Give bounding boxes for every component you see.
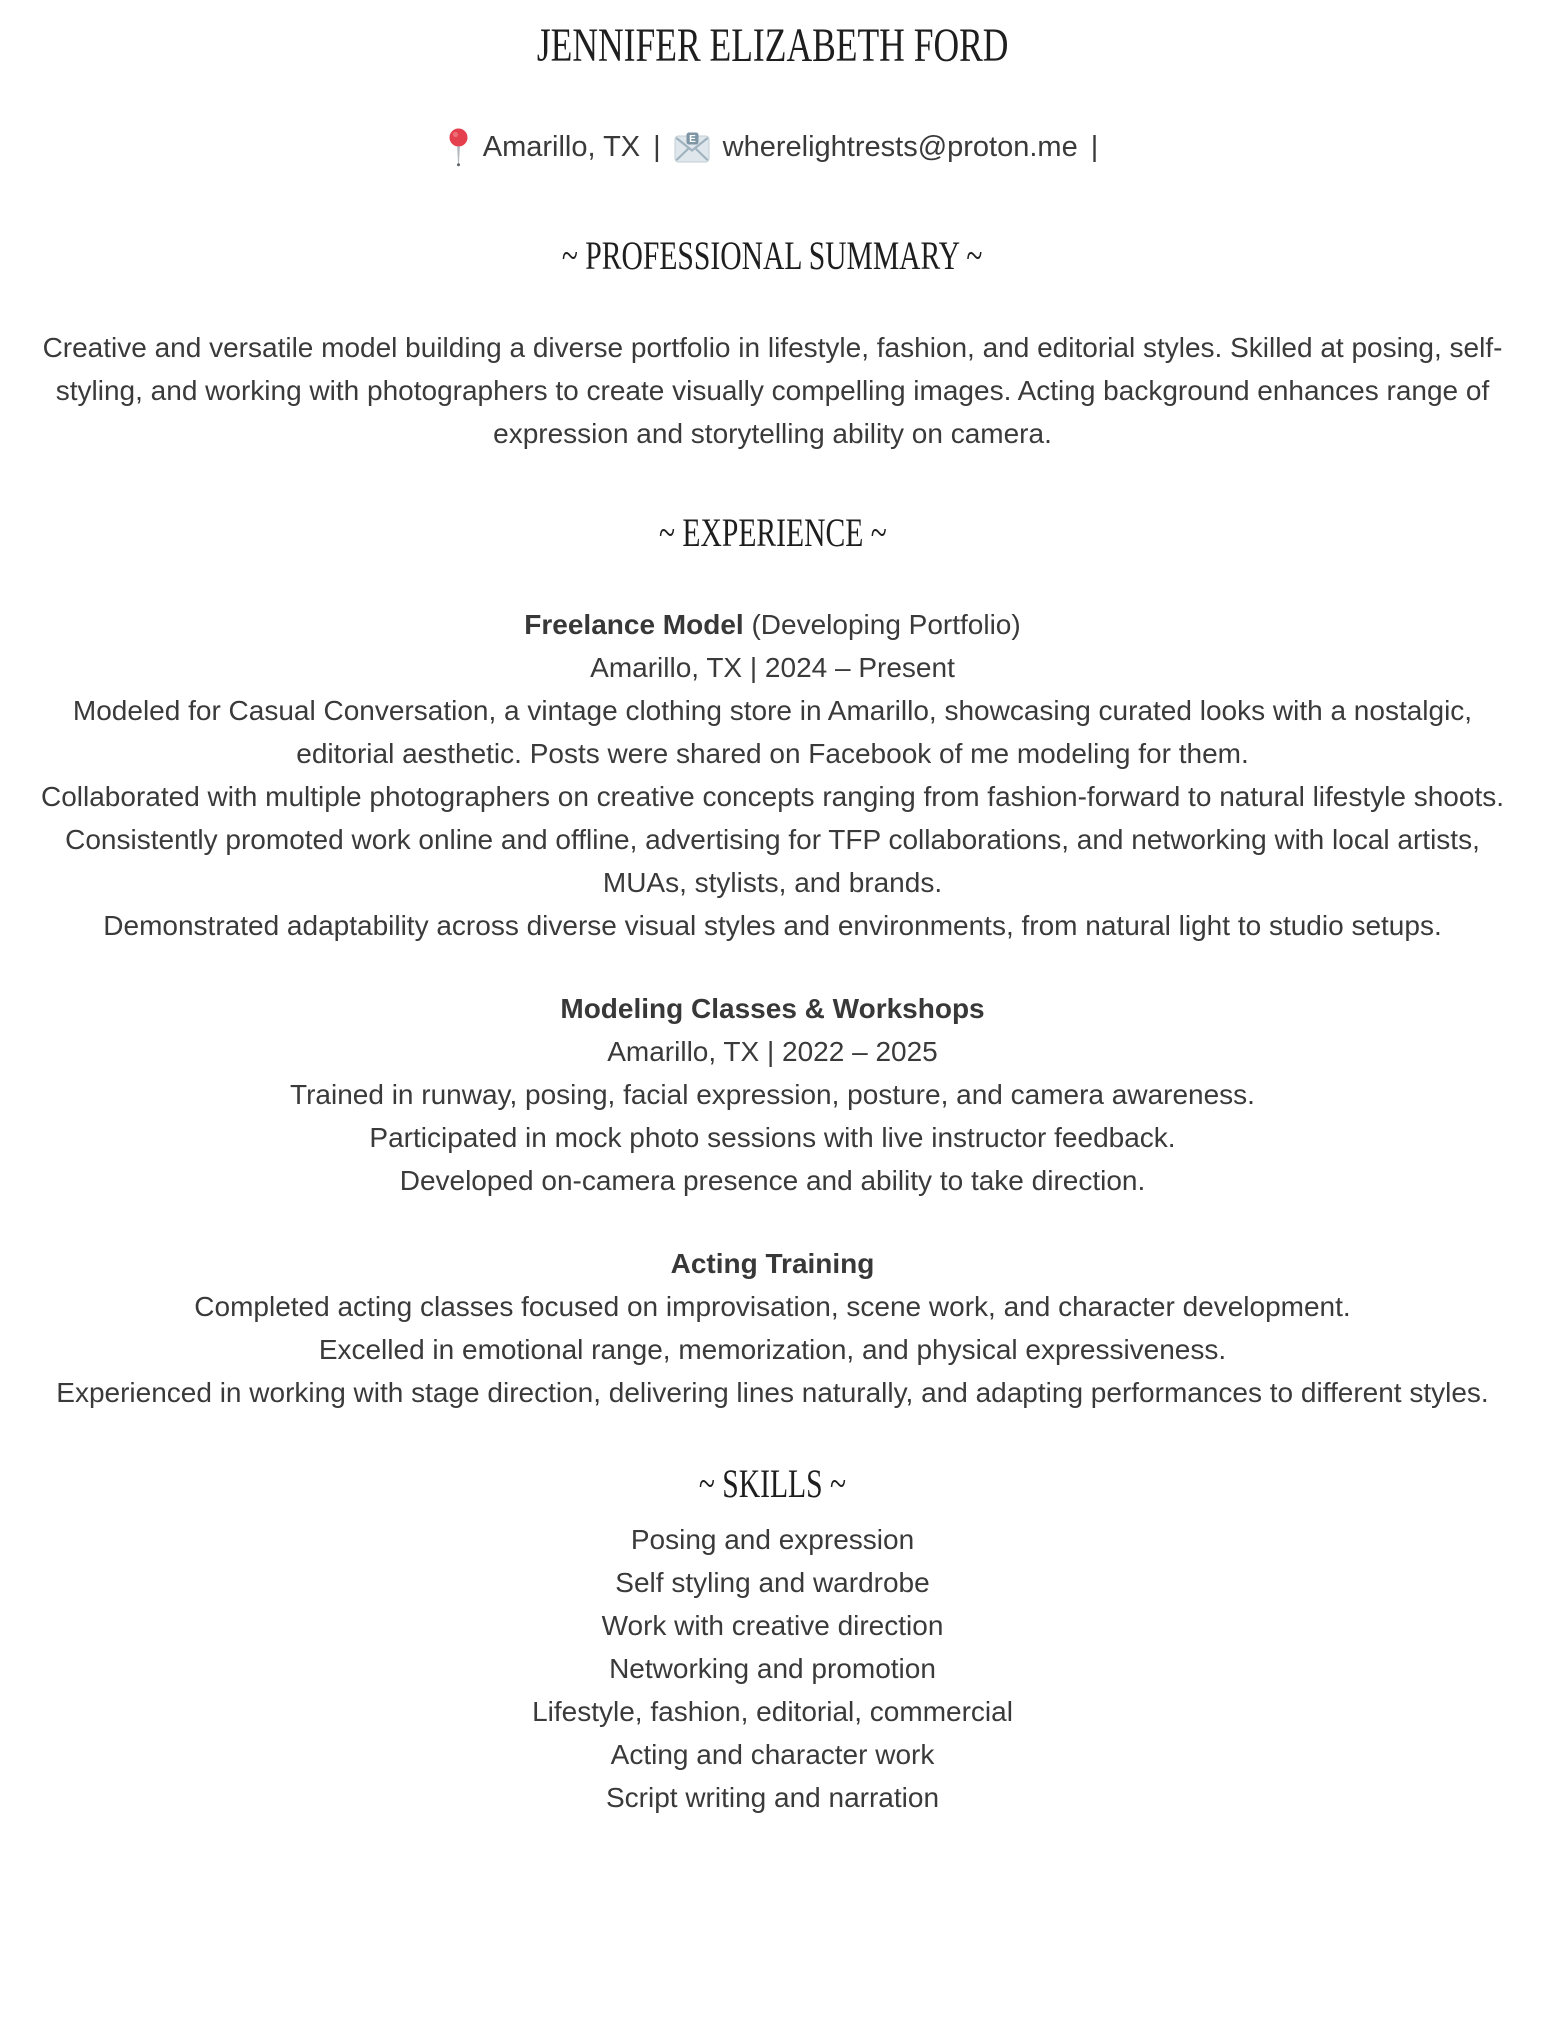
contact-row xyxy=(0,126,1545,169)
skill-item: Script writing and narration xyxy=(605,1782,940,1813)
job-detail: Developed on-camera presence and ability to take direction. xyxy=(399,1165,1146,1196)
job-meta: Amarillo, TX | 2024 – Present xyxy=(590,652,955,683)
job-detail: Trained in runway, posing, facial expression, posture, and camera awareness. xyxy=(290,1079,1255,1110)
job-detail: Participated in mock photo sessions with live instructor feedback. xyxy=(369,1122,1176,1153)
section-heading-professional-summary: ~ PROFESSIONAL SUMMARY ~ xyxy=(562,233,983,278)
job-title xyxy=(0,1242,1545,1285)
experience-entry-modeling-classes xyxy=(0,987,1545,1202)
experience-entry-freelance-model xyxy=(0,603,1545,947)
skill-item: Networking and promotion xyxy=(609,1653,936,1684)
skill-item: Self styling and wardrobe xyxy=(615,1567,930,1598)
skill-item: Posing and expression xyxy=(630,1524,915,1555)
svg-text:E: E xyxy=(688,134,696,145)
resume-document xyxy=(0,19,1545,2022)
job-title-bold: Acting Training xyxy=(670,1248,875,1279)
page-title xyxy=(0,19,1545,72)
job-title xyxy=(0,987,1545,1030)
contact-trailing-separator: | xyxy=(1090,131,1099,163)
skills-list xyxy=(0,1518,1545,1819)
skill-item: Lifestyle, fashion, editorial, commercial xyxy=(532,1696,1013,1727)
job-detail: Experienced in working with stage direction, delivering lines naturally, and adapting performances to different styles. xyxy=(56,1377,1489,1408)
job-title xyxy=(0,603,1545,646)
page-title-text: JENNIFER ELIZABETH FORD xyxy=(536,19,1009,72)
experience-entry-acting-training xyxy=(0,1242,1545,1414)
job-meta: Amarillo, TX | 2022 – 2025 xyxy=(607,1036,938,1067)
job-title-bold: Freelance Model xyxy=(524,609,744,640)
contact-separator: | xyxy=(653,131,661,163)
job-detail: Collaborated with multiple photographers on creative concepts ranging from fashion-forward to natural lifestyle shoots. xyxy=(41,781,1504,812)
contact-email: wherelightrests@proton.me xyxy=(722,131,1078,163)
job-detail: Excelled in emotional range, memorization, and physical expressiveness. xyxy=(318,1334,1227,1365)
job-detail: Modeled for Casual Conversation, a vintage clothing store in Amarillo, showcasing curated looks with a nostalgic, editorial aesthetic. Posts were shared on Facebook of me modeling for them. xyxy=(72,695,1473,769)
professional-summary-text: Creative and versatile model building a diverse portfolio in lifestyle, fashion, and editorial styles. Skilled at posing, self-styling, and working with photographers to create visually compelling images. Acting background enhances range of expression and storytelling ability on camera. xyxy=(42,332,1503,449)
job-detail: Completed acting classes focused on improvisation, scene work, and character development. xyxy=(194,1291,1351,1322)
skill-item: Acting and character work xyxy=(610,1739,935,1770)
job-detail: Demonstrated adaptability across diverse visual styles and environments, from natural light to studio setups. xyxy=(103,910,1442,941)
section-heading-experience: ~ EXPERIENCE ~ xyxy=(658,510,887,555)
job-title-suffix: (Developing Portfolio) xyxy=(743,609,1021,640)
section-heading-skills: ~ SKILLS ~ xyxy=(698,1461,847,1506)
contact-location: Amarillo, TX xyxy=(482,131,641,163)
skill-item: Work with creative direction xyxy=(601,1610,944,1641)
email-envelope-icon xyxy=(674,132,710,163)
location-pin-icon xyxy=(447,128,470,168)
job-detail: Consistently promoted work online and offline, advertising for TFP collaborations, and networking with local artists, MUAs, stylists, and brands. xyxy=(65,824,1480,898)
job-title-bold: Modeling Classes & Workshops xyxy=(560,993,985,1024)
